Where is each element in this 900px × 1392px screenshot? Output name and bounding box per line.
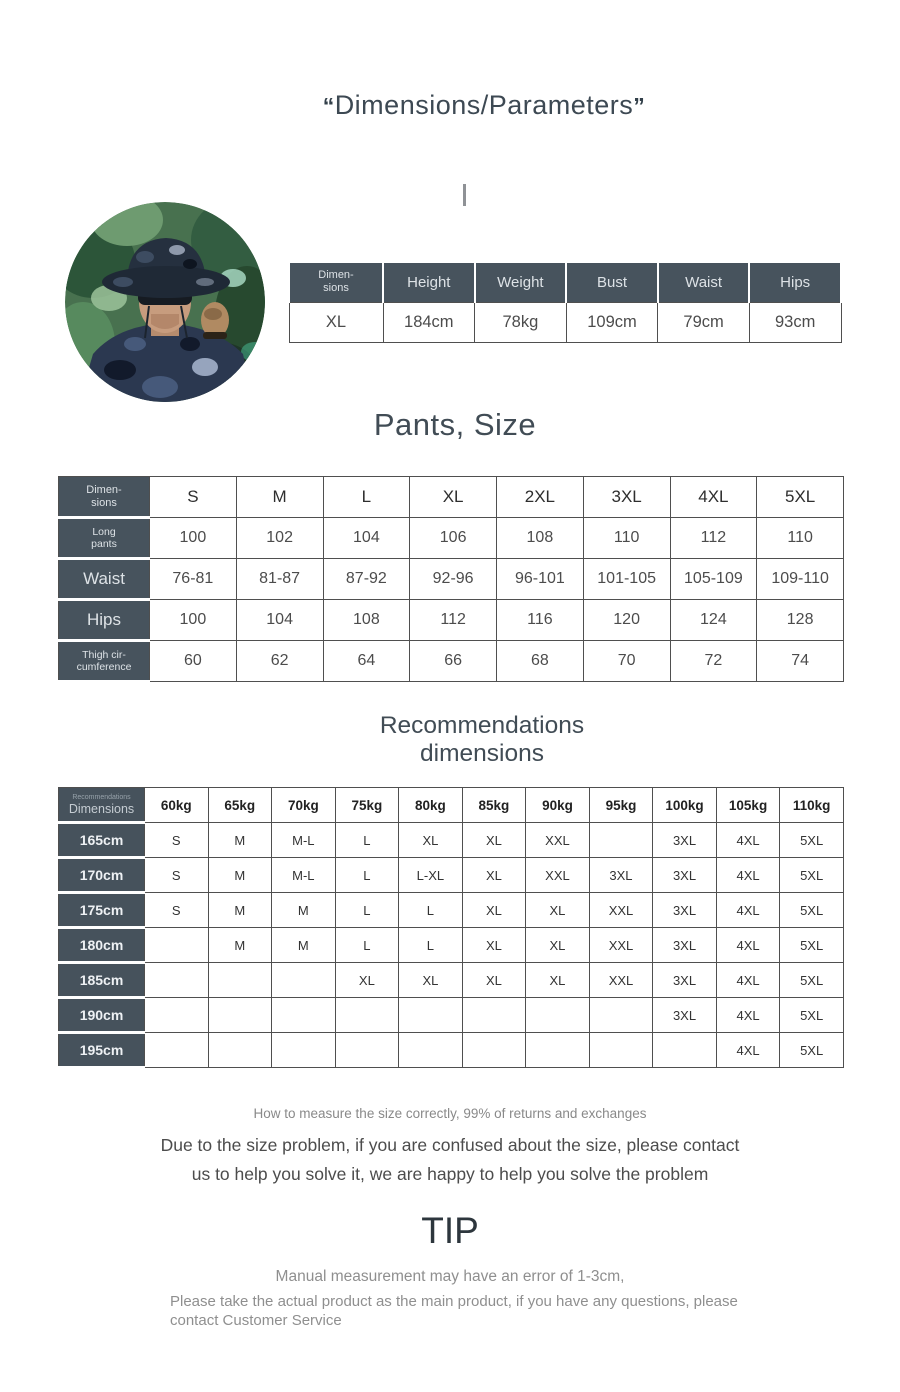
size-cell	[589, 998, 653, 1033]
size-cell: XL	[462, 823, 526, 858]
size-cell: 109cm	[566, 302, 658, 342]
size-cell: XXL	[526, 823, 590, 858]
size-cell	[526, 1033, 590, 1068]
row-label: Hips	[59, 600, 150, 641]
size-cell: 5XL	[780, 893, 844, 928]
size-cell: 4XL	[716, 823, 780, 858]
column-header: L	[323, 477, 410, 518]
column-header: 105kg	[716, 788, 780, 823]
size-cell: XL	[399, 963, 463, 998]
row-label: 180cm	[59, 928, 145, 963]
size-cell: 4XL	[716, 893, 780, 928]
size-cell: 5XL	[780, 1033, 844, 1068]
size-cell: M-L	[272, 858, 336, 893]
size-cell: 92-96	[410, 559, 497, 600]
size-cell: 110	[757, 518, 844, 559]
row-label: XL	[289, 302, 383, 342]
size-cell: 3XL	[589, 858, 653, 893]
column-header: 110kg	[780, 788, 844, 823]
size-cell: 5XL	[780, 858, 844, 893]
row-label: 195cm	[59, 1033, 145, 1068]
size-cell	[653, 1033, 717, 1068]
recommendations-table	[58, 787, 844, 1069]
size-cell: 116	[497, 600, 584, 641]
size-cell: L	[335, 928, 399, 963]
column-header: 5XL	[757, 477, 844, 518]
size-cell	[399, 1033, 463, 1068]
page-title-text: Dimensions/Parameters	[334, 90, 634, 120]
size-cell: M	[272, 928, 336, 963]
model-photo	[65, 202, 265, 402]
size-cell: 106	[410, 518, 497, 559]
size-cell: 5XL	[780, 963, 844, 998]
recommendations-heading-line2: dimensions	[420, 740, 544, 767]
contact-note-line2: us to help you solve it, we are happy to help you solve the problem	[191, 1163, 709, 1184]
column-header: Height	[383, 262, 475, 302]
size-cell: XL	[399, 823, 463, 858]
size-cell	[272, 998, 336, 1033]
model-size-table	[288, 261, 842, 343]
size-cell: 68	[497, 641, 584, 682]
size-cell: XL	[462, 928, 526, 963]
table-row	[59, 928, 844, 963]
contact-note-line1: Due to the size problem, if you are confused about the size, please contact	[160, 1135, 740, 1155]
size-cell: XL	[526, 928, 590, 963]
size-cell: 3XL	[653, 963, 717, 998]
row-label: 165cm	[59, 823, 145, 858]
size-cell: L	[399, 893, 463, 928]
table-row	[59, 1033, 844, 1068]
size-cell: XXL	[589, 893, 653, 928]
size-cell	[272, 1033, 336, 1068]
column-header: 3XL	[583, 477, 670, 518]
size-cell: 112	[410, 600, 497, 641]
size-cell: 184cm	[383, 302, 475, 342]
recommendations-heading-line1: Recommendations	[379, 712, 585, 739]
size-cell: M	[208, 823, 272, 858]
size-cell: S	[145, 893, 209, 928]
size-cell: 104	[323, 518, 410, 559]
size-cell: 4XL	[716, 1033, 780, 1068]
size-cell: 81-87	[236, 559, 323, 600]
size-cell	[589, 823, 653, 858]
column-header: 60kg	[145, 788, 209, 823]
size-cell: L	[399, 928, 463, 963]
size-cell: 104	[236, 600, 323, 641]
size-cell: 100	[150, 518, 237, 559]
size-cell: 3XL	[653, 998, 717, 1033]
size-cell: XL	[526, 963, 590, 998]
size-cell: 112	[670, 518, 757, 559]
row-label: 190cm	[59, 998, 145, 1033]
size-cell: 100	[150, 600, 237, 641]
row-label: Thigh cir- cumference	[59, 641, 150, 682]
recommendations-heading	[32, 712, 900, 768]
size-cell	[145, 1033, 209, 1068]
page-title	[34, 90, 900, 121]
column-header: S	[150, 477, 237, 518]
size-cell: 3XL	[653, 858, 717, 893]
column-header: Weight	[475, 262, 567, 302]
size-cell: L	[335, 893, 399, 928]
size-cell: 96-101	[497, 559, 584, 600]
column-header: 70kg	[272, 788, 336, 823]
column-header: 100kg	[653, 788, 717, 823]
size-cell: 108	[497, 518, 584, 559]
size-cell	[208, 1033, 272, 1068]
size-cell: 79cm	[658, 302, 750, 342]
size-cell: XL	[462, 858, 526, 893]
table-row	[59, 893, 844, 928]
corner-cell: Dimen- sions	[289, 262, 383, 302]
row-label: 185cm	[59, 963, 145, 998]
table-row	[59, 518, 844, 559]
size-cell: 105-109	[670, 559, 757, 600]
table-row	[59, 823, 844, 858]
table-row	[289, 302, 841, 342]
size-cell	[272, 963, 336, 998]
size-cell: XL	[526, 893, 590, 928]
size-cell	[145, 963, 209, 998]
table-row	[59, 559, 844, 600]
size-cell	[462, 998, 526, 1033]
size-cell: M-L	[272, 823, 336, 858]
size-cell: 4XL	[716, 963, 780, 998]
opening-quote-icon: “	[322, 93, 335, 119]
size-cell	[462, 1033, 526, 1068]
size-cell: 60	[150, 641, 237, 682]
column-header: Waist	[658, 262, 750, 302]
tip-note-product: Please take the actual product as the main product, if you have any questions, please contact Customer Service	[170, 1293, 738, 1329]
contact-note	[0, 1131, 900, 1188]
size-cell: 70	[583, 641, 670, 682]
column-header: XL	[410, 477, 497, 518]
model-photo-graphic	[65, 202, 265, 402]
size-cell: 62	[236, 641, 323, 682]
column-header: 90kg	[526, 788, 590, 823]
header-row	[59, 477, 844, 518]
size-cell: 5XL	[780, 823, 844, 858]
size-cell: XXL	[526, 858, 590, 893]
size-cell: L	[335, 858, 399, 893]
tip-note-measurement: Manual measurement may have an error of 1-3cm,	[275, 1268, 625, 1285]
size-cell	[526, 998, 590, 1033]
size-cell: 128	[757, 600, 844, 641]
size-cell: 110	[583, 518, 670, 559]
size-cell: 109-110	[757, 559, 844, 600]
size-cell: 102	[236, 518, 323, 559]
size-cell: 120	[583, 600, 670, 641]
table-row	[59, 600, 844, 641]
size-cell: 93cm	[749, 302, 841, 342]
closing-quote-icon: ”	[633, 93, 646, 119]
column-header: M	[236, 477, 323, 518]
size-cell: L	[335, 823, 399, 858]
column-header: 95kg	[589, 788, 653, 823]
column-header: Hips	[749, 262, 841, 302]
size-cell: M	[208, 858, 272, 893]
pants-size-table	[58, 476, 844, 683]
column-header: Bust	[566, 262, 658, 302]
size-cell	[208, 963, 272, 998]
size-cell: 76-81	[150, 559, 237, 600]
size-cell: 78kg	[475, 302, 567, 342]
size-cell: XL	[462, 893, 526, 928]
size-cell: 87-92	[323, 559, 410, 600]
size-cell: M	[272, 893, 336, 928]
column-header: 65kg	[208, 788, 272, 823]
size-cell: XXL	[589, 928, 653, 963]
size-cell: 74	[757, 641, 844, 682]
corner-cell: Recommendations Dimensions	[59, 788, 145, 823]
size-cell: 124	[670, 600, 757, 641]
size-cell: 5XL	[780, 998, 844, 1033]
size-cell	[145, 928, 209, 963]
row-label: 175cm	[59, 893, 145, 928]
table-row	[59, 858, 844, 893]
corner-cell: Dimen- sions	[59, 477, 150, 518]
size-cell	[589, 1033, 653, 1068]
row-label: 170cm	[59, 858, 145, 893]
size-cell	[335, 1033, 399, 1068]
header-row	[59, 788, 844, 823]
column-header: 85kg	[462, 788, 526, 823]
size-cell: 4XL	[716, 998, 780, 1033]
size-cell: 101-105	[583, 559, 670, 600]
size-cell: 3XL	[653, 893, 717, 928]
size-cell	[399, 998, 463, 1033]
size-cell	[208, 998, 272, 1033]
size-cell: 4XL	[716, 928, 780, 963]
tip-heading: TIP	[421, 1210, 479, 1251]
size-cell: 5XL	[780, 928, 844, 963]
row-label: Waist	[59, 559, 150, 600]
size-cell: M	[208, 893, 272, 928]
divider-bar	[463, 184, 466, 206]
column-header: 75kg	[335, 788, 399, 823]
row-label: Long pants	[59, 518, 150, 559]
column-header: 4XL	[670, 477, 757, 518]
column-header: 2XL	[497, 477, 584, 518]
size-cell	[145, 998, 209, 1033]
size-cell: XXL	[589, 963, 653, 998]
size-cell: 108	[323, 600, 410, 641]
size-cell: M	[208, 928, 272, 963]
size-cell: XL	[462, 963, 526, 998]
size-cell: 66	[410, 641, 497, 682]
table-row	[59, 641, 844, 682]
size-cell: 64	[323, 641, 410, 682]
header-row	[289, 262, 841, 302]
size-cell: 4XL	[716, 858, 780, 893]
size-cell: S	[145, 858, 209, 893]
size-cell	[335, 998, 399, 1033]
size-cell: 72	[670, 641, 757, 682]
column-header: 80kg	[399, 788, 463, 823]
table-row	[59, 998, 844, 1033]
measure-note: How to measure the size correctly, 99% of returns and exchanges	[253, 1106, 647, 1121]
size-cell: L-XL	[399, 858, 463, 893]
pants-size-heading: Pants, Size	[373, 407, 537, 442]
table-row	[59, 963, 844, 998]
size-cell: XL	[335, 963, 399, 998]
size-cell: 3XL	[653, 928, 717, 963]
size-cell: 3XL	[653, 823, 717, 858]
size-cell: S	[145, 823, 209, 858]
